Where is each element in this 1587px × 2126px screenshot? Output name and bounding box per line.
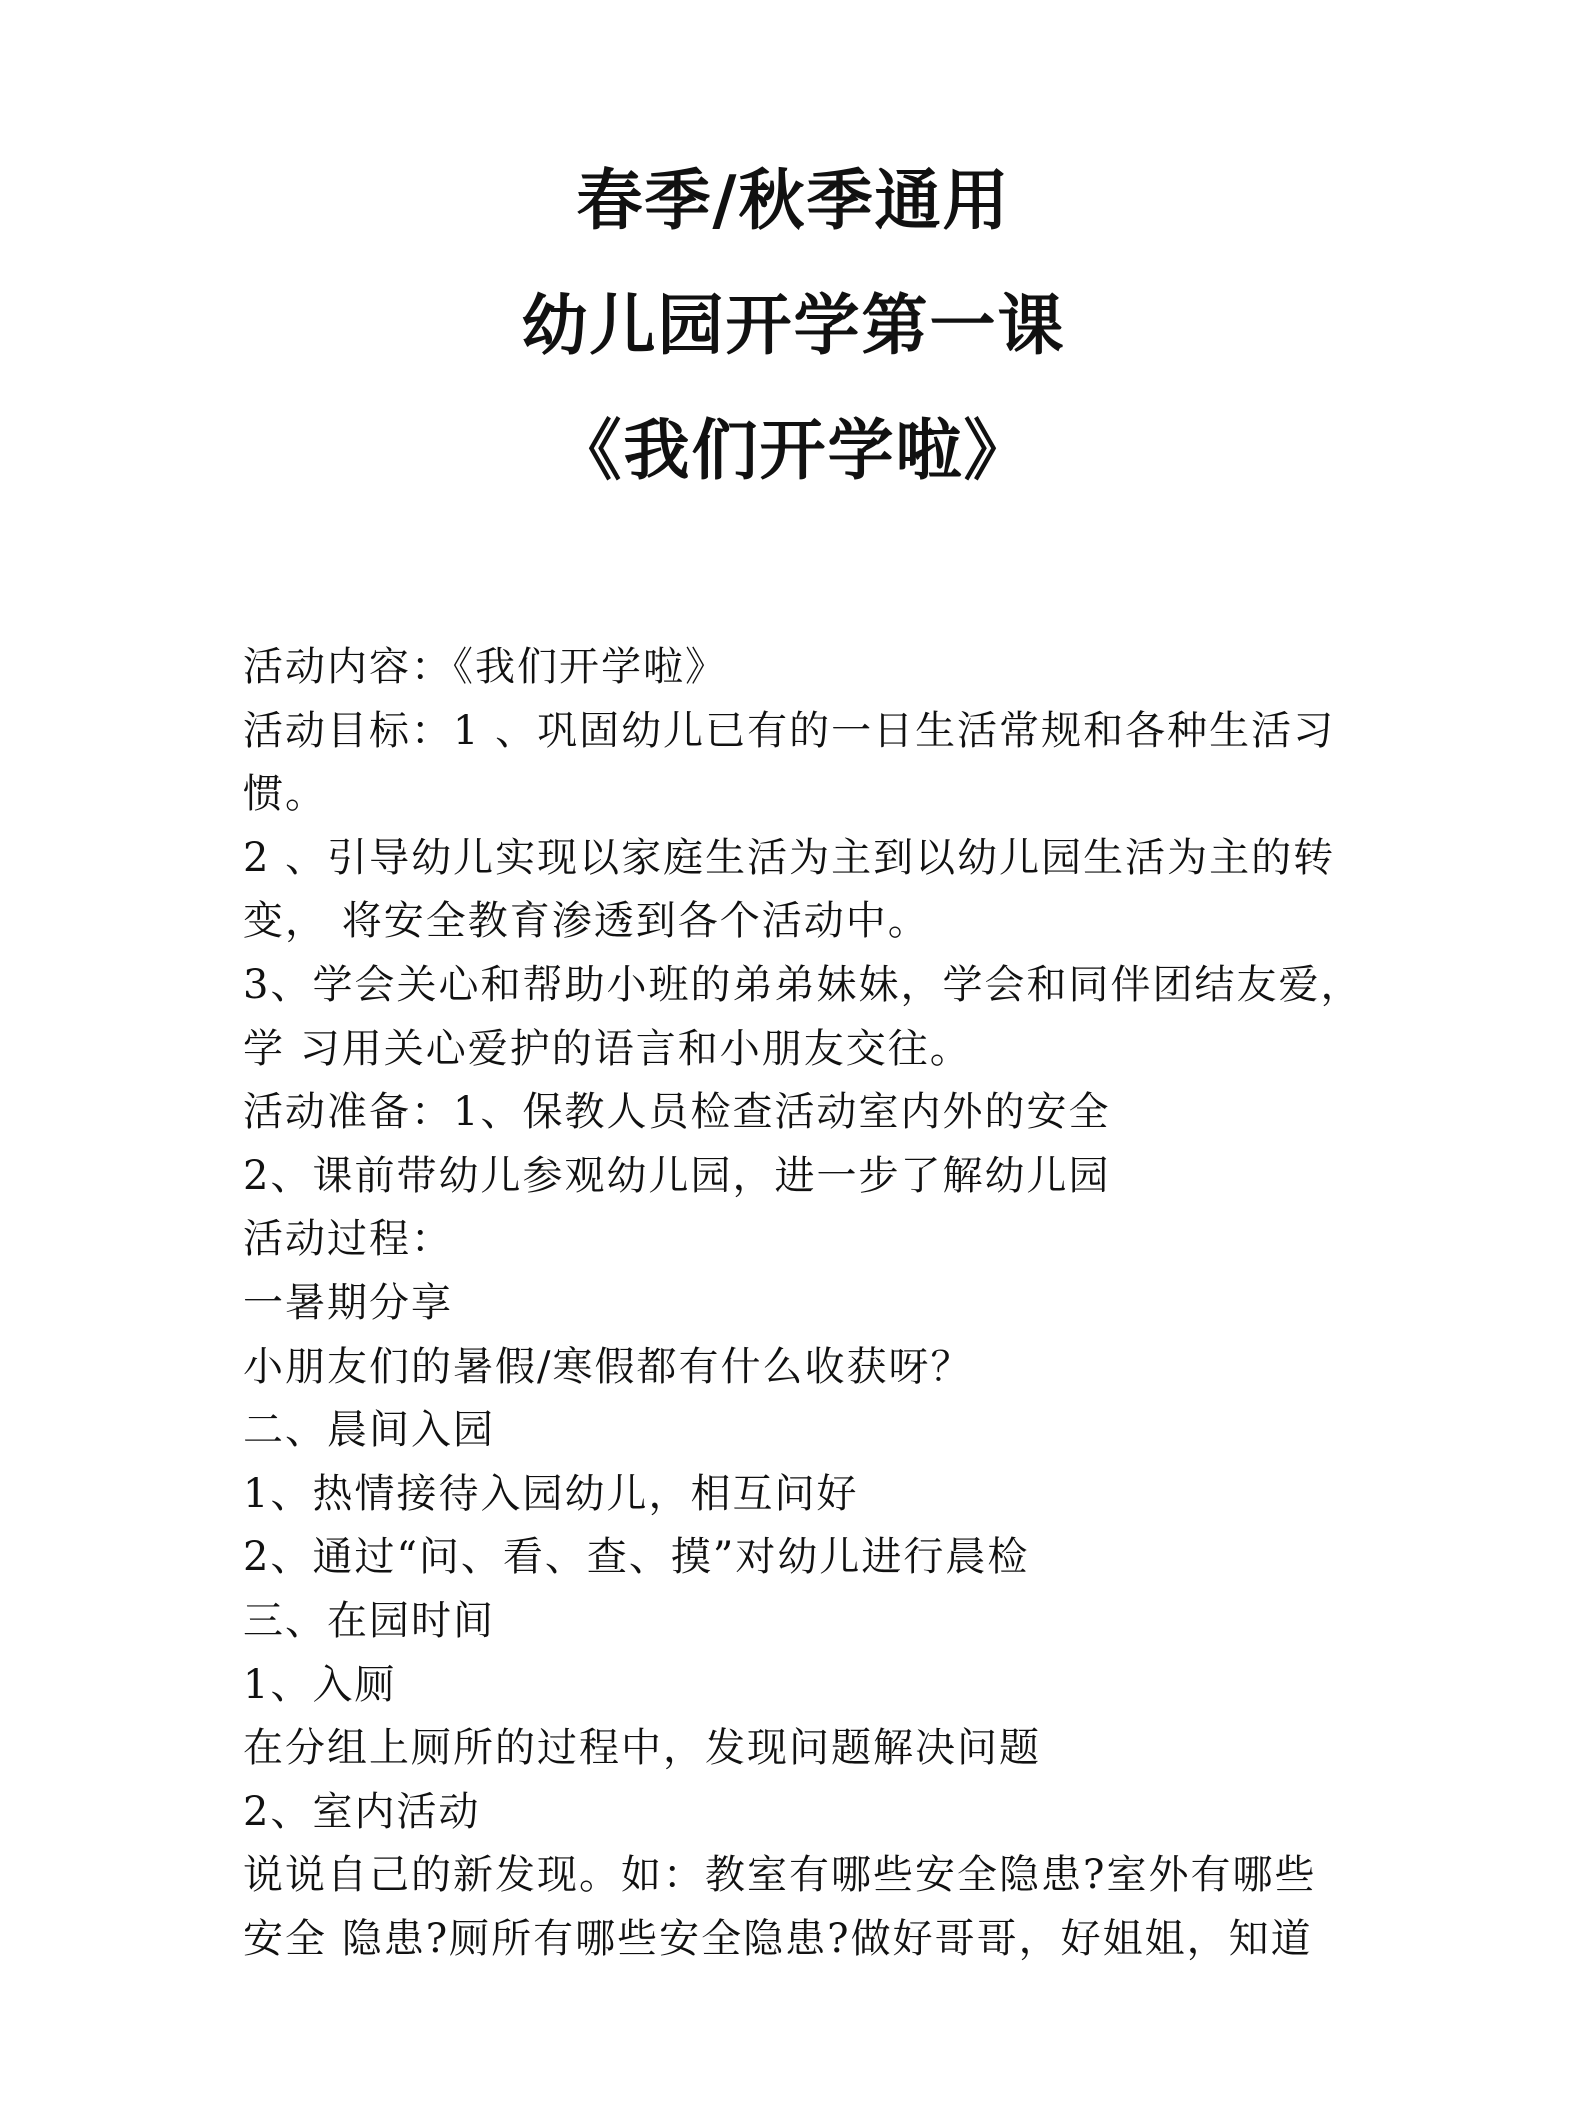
body-line-goal-1: 活动目标：1 、巩固幼儿已有的一日生活常规和各种生活习: [243, 707, 1336, 754]
body-line-section-3-item-1: 1、入厕: [243, 1661, 397, 1708]
body-line-goal-2-cont: 变， 将安全教育渗透到各个活动中。: [243, 898, 930, 945]
body-line-section-3: 三、在园时间: [243, 1597, 495, 1644]
body-line-section-3-item-2-cont: 安全 隐患?厕所有哪些安全隐患?做好哥哥，好姐姐，知道: [243, 1915, 1313, 1962]
body-line-goal-2: 2 、引导幼儿实现以家庭生活为主到以幼儿园生活为主的转: [243, 834, 1336, 881]
title-line-course: 幼儿园开学第一课: [521, 286, 1066, 364]
body-line-section-2-item-1: 1、热情接待入园幼儿，相互问好: [243, 1470, 859, 1517]
title-line-theme: 《我们开学啦》: [555, 411, 1032, 489]
document-body: [243, 636, 1363, 1971]
body-line-goal-3: 3、学会关心和帮助小班的弟弟妹妹，学会和同伴团结友爱，: [243, 961, 1363, 1008]
body-line-section-3-item-2-text: 说说自己的新发现。如：教室有哪些安全隐患?室外有哪些: [243, 1852, 1317, 1899]
document-title: [0, 138, 1587, 513]
body-line-section-2: 二、晨间入园: [243, 1407, 495, 1454]
body-line-section-1: 一暑期分享: [243, 1279, 453, 1326]
body-line-section-1-text: 小朋友们的暑假/寒假都有什么收获呀？: [243, 1343, 973, 1390]
body-line-prep-2: 2、课前带幼儿参观幼儿园，进一步了解幼儿园: [243, 1152, 1111, 1199]
body-line-section-2-item-2: 2、通过“问、看、查、摸”对幼儿进行晨检: [243, 1534, 1030, 1581]
body-line-activity-content: 活动内容：《我们开学啦》: [243, 644, 727, 690]
body-line-process-heading: 活动过程：: [243, 1216, 453, 1263]
body-line-goal-1-cont: 惯。: [243, 771, 327, 818]
title-line-season: 春季/秋季通用: [576, 161, 1011, 239]
body-line-section-3-item-2: 2、室内活动: [243, 1788, 481, 1835]
body-line-goal-3-cont: 学 习用关心爱护的语言和小朋友交往。: [243, 1025, 972, 1072]
body-line-prep-1: 活动准备：1、保教人员检查活动室内外的安全: [243, 1089, 1111, 1136]
body-line-section-3-item-1-text: 在分组上厕所的过程中，发现问题解决问题: [243, 1725, 1041, 1772]
